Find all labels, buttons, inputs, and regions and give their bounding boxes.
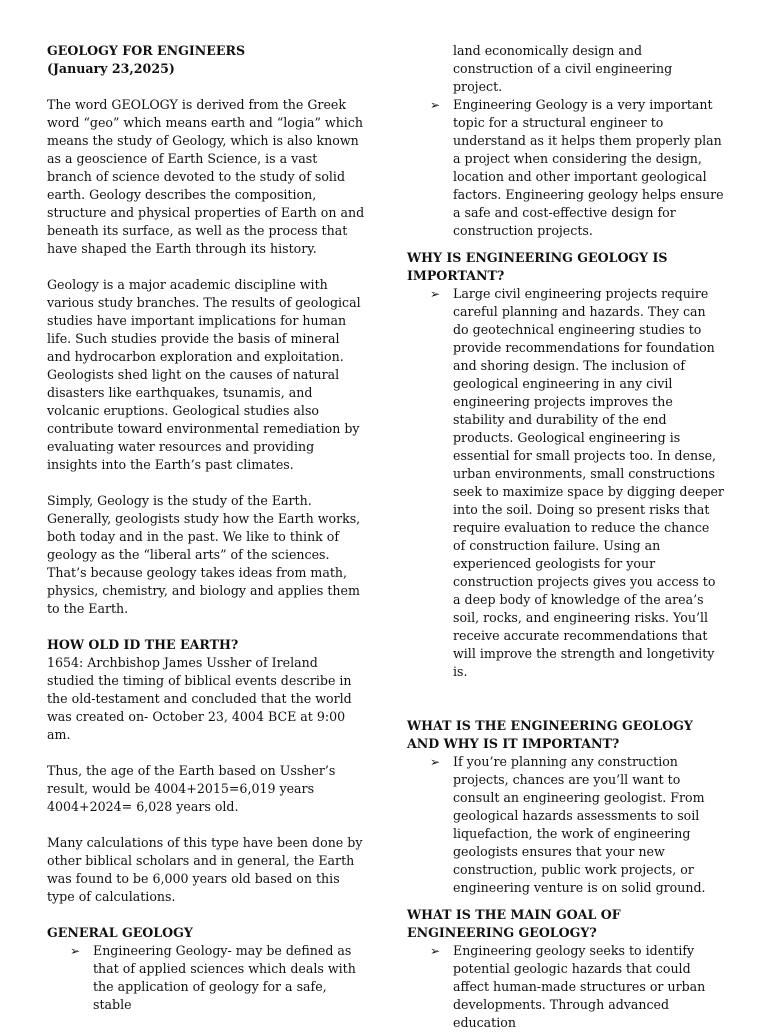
bullet-continuation: land economically design and construction of a civil engineering project. <box>453 43 673 94</box>
list-item <box>407 753 725 897</box>
heading-general-geology: GENERAL GEOLOGY <box>47 925 193 940</box>
arrow-bullet-icon: ➢ <box>430 287 441 301</box>
bullet-text-general: Engineering Geology- may be defined as that of applied sciences which deals with the application of geology for a safe, stable <box>93 943 356 1012</box>
heading-what-is-engineering-geology: WHAT IS THE ENGINEERING GEOLOGY AND WHY IS IT IMPORTANT? <box>407 718 693 751</box>
bullet-text-goal: Engineering geology seeks to identify potential geologic hazards that could affect human-made structures or urban developments. Through advanced education <box>453 943 706 1030</box>
bullet-list-what <box>407 753 725 897</box>
left-column <box>47 42 365 1014</box>
paragraph-geology-definition: The word GEOLOGY is derived from the Greek word “geo” which means earth and “logia” which means the study of Geology, which is also known as a geoscience of Earth Science, is a vast branch of science devoted to the study of solid earth. Geology describes the composition, structure and physical properties of Earth on and beneath its surface, as well as the process that have shaped the Earth through its history. <box>47 97 365 256</box>
paragraph-age-line-2: 4004+2024= 6,028 years old. <box>47 799 239 814</box>
arrow-bullet-icon: ➢ <box>430 944 441 958</box>
list-item <box>407 285 725 681</box>
heading-why-important: WHY IS ENGINEERING GEOLOGY IS IMPORTANT? <box>407 250 668 283</box>
document-date: (January 23,2025) <box>47 61 175 76</box>
bullet-list-goal <box>407 942 725 1032</box>
bullet-text-what: If you’re planning any construction projects, chances are you’ll want to consult an engineering geologist. From geological hazards assessments to soil liquefaction, the work of engineering geologists ensures that your new construction, public work projects, or engineering venture is on solid ground. <box>453 754 706 895</box>
paragraph-study-of-earth: Simply, Geology is the study of the Earth. Generally, geologists study how the Earth works, both today and in the past. We like to think of geology as the “liberal arts” of the sciences. That’s because geology takes ideas from math, physics, chemistry, and biology and applies them to the Earth. <box>47 493 361 616</box>
paragraph-age-line-1: Thus, the age of the Earth based on Ussher’s result, would be 4004+2015=6,019 years <box>47 763 336 796</box>
list-item <box>47 942 365 1014</box>
bullet-text-important-topic: Engineering Geology is a very important topic for a structural engineer to understand as it helps them properly plan a project when considering the design, location and other important geological factors. Engineering geology helps ensure a safe and cost-effective design for construction projects. <box>453 97 724 238</box>
list-item <box>407 942 725 1032</box>
bullet-list-why <box>407 285 725 681</box>
paragraph-calculations: Many calculations of this type have been done by other biblical scholars and in general, the Earth was found to be 6,000 years old based on this type of calculations. <box>47 835 363 904</box>
right-column <box>407 42 725 1032</box>
bullet-list-general <box>47 942 365 1014</box>
document-title: GEOLOGY FOR ENGINEERS <box>47 43 246 58</box>
arrow-bullet-icon: ➢ <box>70 944 81 958</box>
paragraph-ussher: 1654: Archbishop James Ussher of Ireland studied the timing of biblical events describe in the old-testament and concluded that the world was created on- October 23, 4004 BCE at 9:00 am. <box>47 655 352 742</box>
bullet-text-why: Large civil engineering projects require careful planning and hazards. They can do geotechnical engineering studies to provide recommendations for foundation and shoring design. The inclusion of geological engineering in any civil engineering projects improves the stability and durability of the end products. Geological engineering is essential for small projects too. In dense, urban environments, small constructions seek to maximize space by digging deeper into the soil. Doing so present risks that require evaluation to reduce the chance of construction failure. Using an experienced geologists for your construction projects gives you access to a deep body of knowledge of the area’s soil, rocks, and engineering risks. You’ll receive accurate recommendations that will improve the strength and longetivity is. <box>453 286 724 679</box>
arrow-bullet-icon: ➢ <box>430 755 441 769</box>
paragraph-academic-discipline: Geology is a major academic discipline with various study branches. The results of geological studies have important implications for human life. Such studies provide the basis of mineral and hydrocarbon exploration and exploitation. Geologists shed light on the causes of natural disasters like earthquakes, tsunamis, and volcanic eruptions. Geological studies also contribute toward environmental remediation by evaluating water resources and providing insights into the Earth’s past climates. <box>47 277 361 472</box>
arrow-bullet-icon: ➢ <box>430 98 441 112</box>
list-item <box>407 96 725 240</box>
heading-main-goal: WHAT IS THE MAIN GOAL OF ENGINEERING GEOLOGY? <box>407 907 621 940</box>
bullet-list-topic <box>407 96 725 240</box>
heading-how-old-earth: HOW OLD ID THE EARTH? <box>47 637 239 652</box>
